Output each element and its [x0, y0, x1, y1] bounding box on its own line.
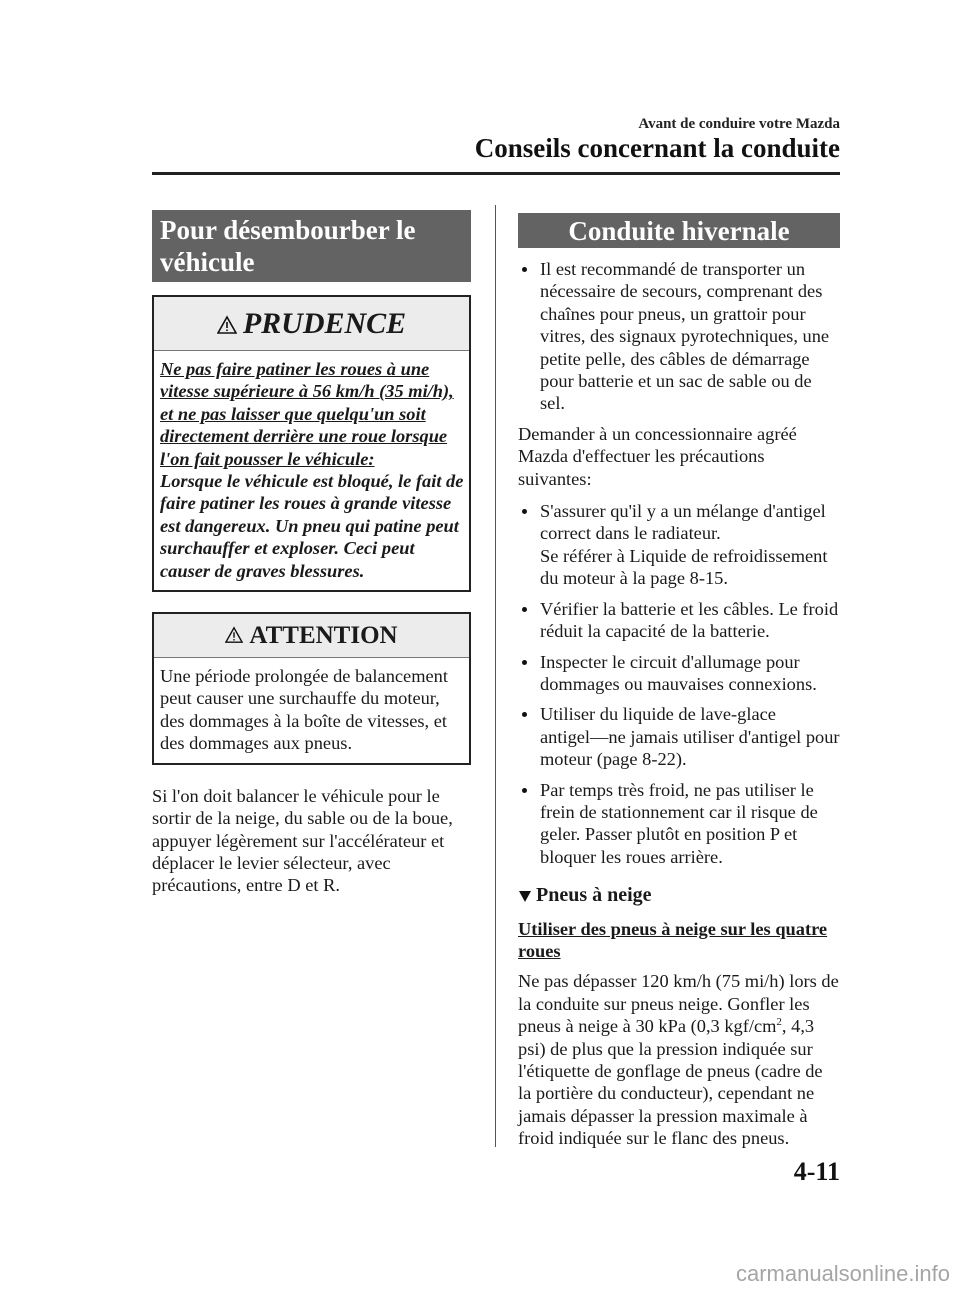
- subsection-heading-pneus-neige: Pneus à neige: [518, 882, 840, 909]
- cross-reference: Se référer à Liquide de refroidissement du moteur à la page 8-15.: [540, 545, 828, 589]
- prudence-title: PRUDENCE: [242, 307, 407, 340]
- bullet-icon: [522, 607, 527, 612]
- attention-header: [154, 614, 469, 658]
- desembourber-paragraph: Si l'on doit balancer le véhicule pour le sortir de la neige, du sable ou de la boue, appuyer légèrement sur l'accélérateur et déplacer le levier sélecteur, avec précautions, entre D et R.: [152, 785, 453, 896]
- list-item: Par temps très froid, ne pas utiliser le frein de stationnement car il risque de geler. Passer plutôt en position P et bloquer les roues arrière.: [518, 779, 840, 869]
- watermark: carmanualsonline.info: [735, 1261, 950, 1286]
- snow-tires-rule: Utiliser des pneus à neige sur les quatre roues: [518, 918, 828, 961]
- running-header-title: Conseils concernant la conduite: [474, 133, 840, 163]
- bullet-icon: [522, 267, 527, 272]
- right-column: [518, 213, 840, 1150]
- section-heading-conduite-hivernale: Conduite hivernale: [518, 213, 840, 248]
- prudence-text: Lorsque le véhicule est bloqué, le fait de faire patiner les roues à grande vitesse est dangereux. Un pneu qui patine peut surchauffer et exploser. Ceci peut causer de graves blessures.: [160, 471, 464, 581]
- warning-triangle-icon: [225, 615, 243, 659]
- dealer-intro: Demander à un concessionnaire agréé Mazda d'effectuer les précautions suivantes:: [518, 423, 797, 489]
- snow-tires-paragraph: Ne pas dépasser 120 km/h (75 mi/h) lors de la conduite sur pneus neige. Gonfler les pneus à neige à 30 kPa (0,3 kgf/$cm^2$, 4,3 psi) de plus que la pression indiquée sur l'étiquette de gonflage de pneus (cadre de la portière du conducteur), cependant ne jamais dépasser la pression maximale à froid indiquée sur le flanc des pneus.: [518, 971, 839, 1149]
- bullet-icon: [522, 660, 527, 665]
- header-rule: [152, 172, 840, 175]
- attention-body: Une période prolongée de balancement peut causer une surchauffe du moteur, des dommages à la boîte de vitesses, et des dommages aux pneus.: [160, 666, 448, 754]
- list-item: Inspecter le circuit d'allumage pour dommages ou mauvaises connexions.: [518, 651, 840, 696]
- list-item: Vérifier la batterie et les câbles. Le froid réduit la capacité de la batterie.: [518, 598, 840, 643]
- page-number: 4-11: [793, 1157, 840, 1186]
- bullet-icon: [522, 788, 527, 793]
- prudence-underlined-text: Ne pas faire patiner les roues à une vitesse supérieure à 56 km/h (35 mi/h), et ne pas laisser que quelqu'un soit directement derrière une roue lorsque l'on fait pousser le véhicule:: [160, 359, 454, 469]
- precautions-list: [518, 500, 840, 868]
- prudence-header: [154, 297, 469, 351]
- bullet-icon: [522, 509, 527, 514]
- section-heading-desembourber: Pour désembourber le véhicule: [152, 210, 471, 282]
- triangle-down-icon: [518, 884, 532, 910]
- equipment-list: [518, 258, 840, 415]
- prudence-box: [152, 295, 471, 592]
- bullet-icon: [522, 712, 527, 717]
- prudence-body: [154, 351, 469, 590]
- left-column: [152, 210, 471, 897]
- list-item: Utiliser du liquide de lave-glace antigel―ne jamais utiliser d'antigel pour moteur (page 8-22).: [518, 703, 840, 770]
- attention-box: [152, 612, 471, 765]
- running-header-subtitle: Avant de conduire votre Mazda: [638, 116, 840, 132]
- list-item: Il est recommandé de transporter un nécessaire de secours, comprenant des chaînes pour pneus, un grattoir pour vitres, des signaux pyrotechniques, une petite pelle, des câbles de démarrage pour batterie et un sac de sable ou de sel.: [518, 258, 840, 415]
- warning-triangle-icon: [217, 299, 237, 353]
- list-item: S'assurer qu'il y a un mélange d'antigel correct dans le radiateur. Se référer à Liquide de refroidissement du moteur à la page 8-15.: [518, 500, 840, 590]
- column-divider: [495, 205, 496, 1147]
- attention-title: ATTENTION: [249, 622, 398, 650]
